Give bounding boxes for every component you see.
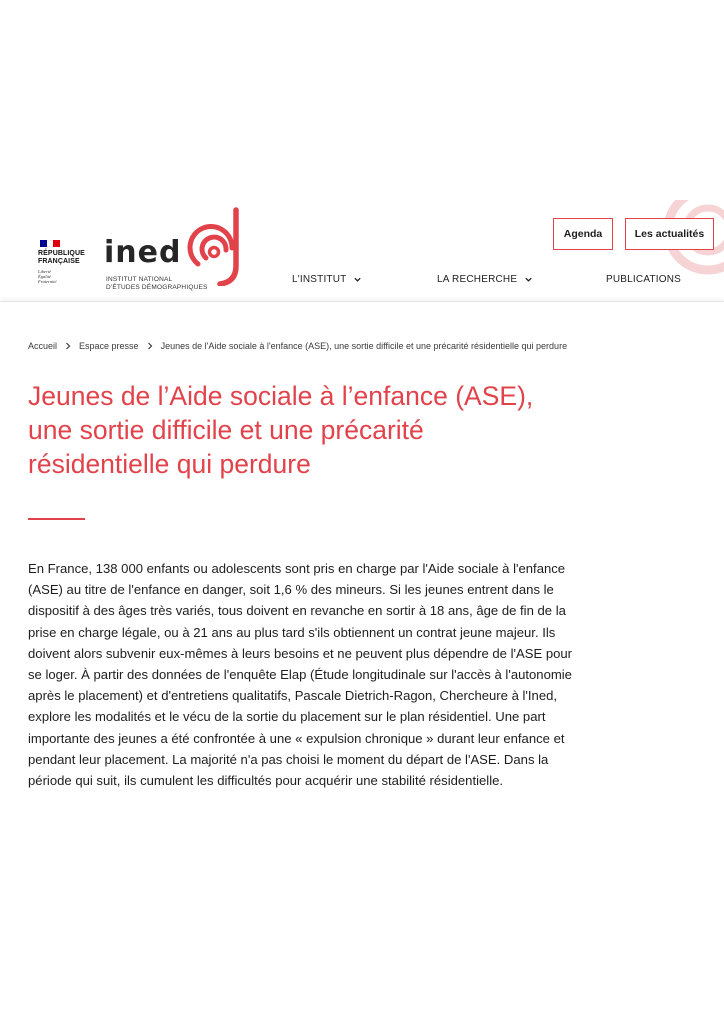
ined-logo-subtitle-line2: D'ÉTUDES DÉMOGRAPHIQUES bbox=[106, 284, 208, 291]
breadcrumb-item-accueil[interactable]: Accueil bbox=[28, 341, 58, 351]
breadcrumb-item-espace-presse[interactable]: Espace presse bbox=[79, 341, 139, 351]
paragraph-line: pendant leur placement. La majorité n'a pas choisi le moment du départ de l'ASE. Dans la bbox=[28, 751, 549, 767]
breadcrumb-item-current: Jeunes de l'Aide sociale à l'enfance (ASE), une sortie difficile et une précarité résidentielle qui perdure bbox=[160, 341, 568, 351]
paragraph-line: (ASE) au titre de l'enfance en danger, soit 1,6 % des mineurs. Si les jeunes entrent dans le bbox=[28, 582, 554, 598]
french-flag-icon bbox=[40, 240, 60, 247]
republique-name-line2: FRANÇAISE bbox=[38, 258, 80, 265]
chevron-down-icon bbox=[353, 275, 362, 284]
nav-item-label: L'INSTITUT bbox=[292, 274, 347, 285]
republique-motto-line3: Fraternité bbox=[38, 279, 57, 284]
ined-logo-subtitle-line1: INSTITUT NATIONAL bbox=[106, 276, 173, 283]
page-title-line: Jeunes de l’Aide sociale à l’enfance (ASE), bbox=[28, 381, 534, 411]
republique-motto-line1: Liberté bbox=[38, 269, 51, 274]
republique-francaise-logo[interactable] bbox=[38, 240, 98, 284]
paragraph-line: se loger. À partir des données de l'enquête Elap (Étude longitudinale sur l'accès à l'autonomie bbox=[28, 667, 572, 683]
ined-logo-word: ined bbox=[104, 235, 182, 270]
nav-item-label: LA RECHERCHE bbox=[437, 274, 518, 285]
nav-item-publications[interactable] bbox=[606, 274, 681, 285]
ined-swirl-icon bbox=[184, 206, 246, 286]
paragraph-line: explore les modalités et le vécu de la sortie du placement sur le plan résidentiel. Une part bbox=[28, 709, 546, 725]
page-title bbox=[28, 379, 688, 481]
page-title-line: une sortie difficile et une précarité bbox=[28, 415, 424, 445]
breadcrumb bbox=[28, 341, 567, 351]
paragraph-line: période qui suit, ils cumulent les difficultés pour acquérir une stabilité résidentielle. bbox=[28, 773, 504, 789]
chevron-right-icon bbox=[65, 342, 71, 350]
site-header bbox=[0, 200, 724, 302]
page-title-line: résidentielle qui perdure bbox=[28, 449, 311, 479]
chevron-down-icon bbox=[524, 275, 533, 284]
paragraph-line: après le placement) et d'entretiens qualitatifs, Pascale Dietrich-Ragon, Chercheure à l'Ined, bbox=[28, 688, 558, 704]
paragraph-line: prise en charge légale, ou à 21 ans au plus tard s'ils obtiennent un contrat jeune majeur. Ils bbox=[28, 624, 556, 640]
title-divider bbox=[28, 518, 85, 520]
paragraph-line: dispositif à des âges très variés, tous doivent en revanche en sortir à 18 ans, âge de fin de la bbox=[28, 603, 566, 619]
republique-name-line1: RÉPUBLIQUE bbox=[38, 250, 85, 257]
paragraph-line: En France, 138 000 enfants ou adolescents sont pris en charge par l'Aide sociale à l'enfance bbox=[28, 561, 566, 576]
republique-motto-line2: Égalité bbox=[38, 274, 51, 279]
nav-item-recherche[interactable] bbox=[437, 274, 533, 285]
chevron-right-icon bbox=[147, 342, 153, 350]
article-lead-paragraph bbox=[28, 558, 700, 791]
nav-item-label: PUBLICATIONS bbox=[606, 274, 682, 285]
paragraph-line: doivent alors subvenir eux-mêmes à leurs besoins et ne peuvent plus dépendre de l'ASE pour bbox=[28, 645, 573, 661]
agenda-button[interactable]: Agenda bbox=[553, 218, 613, 250]
nav-item-institut[interactable] bbox=[292, 274, 362, 285]
actualites-button[interactable]: Les actualités bbox=[625, 218, 714, 250]
paragraph-line: importante des jeunes a été confrontée à une « expulsion chronique » durant leur enfance et bbox=[28, 730, 565, 746]
